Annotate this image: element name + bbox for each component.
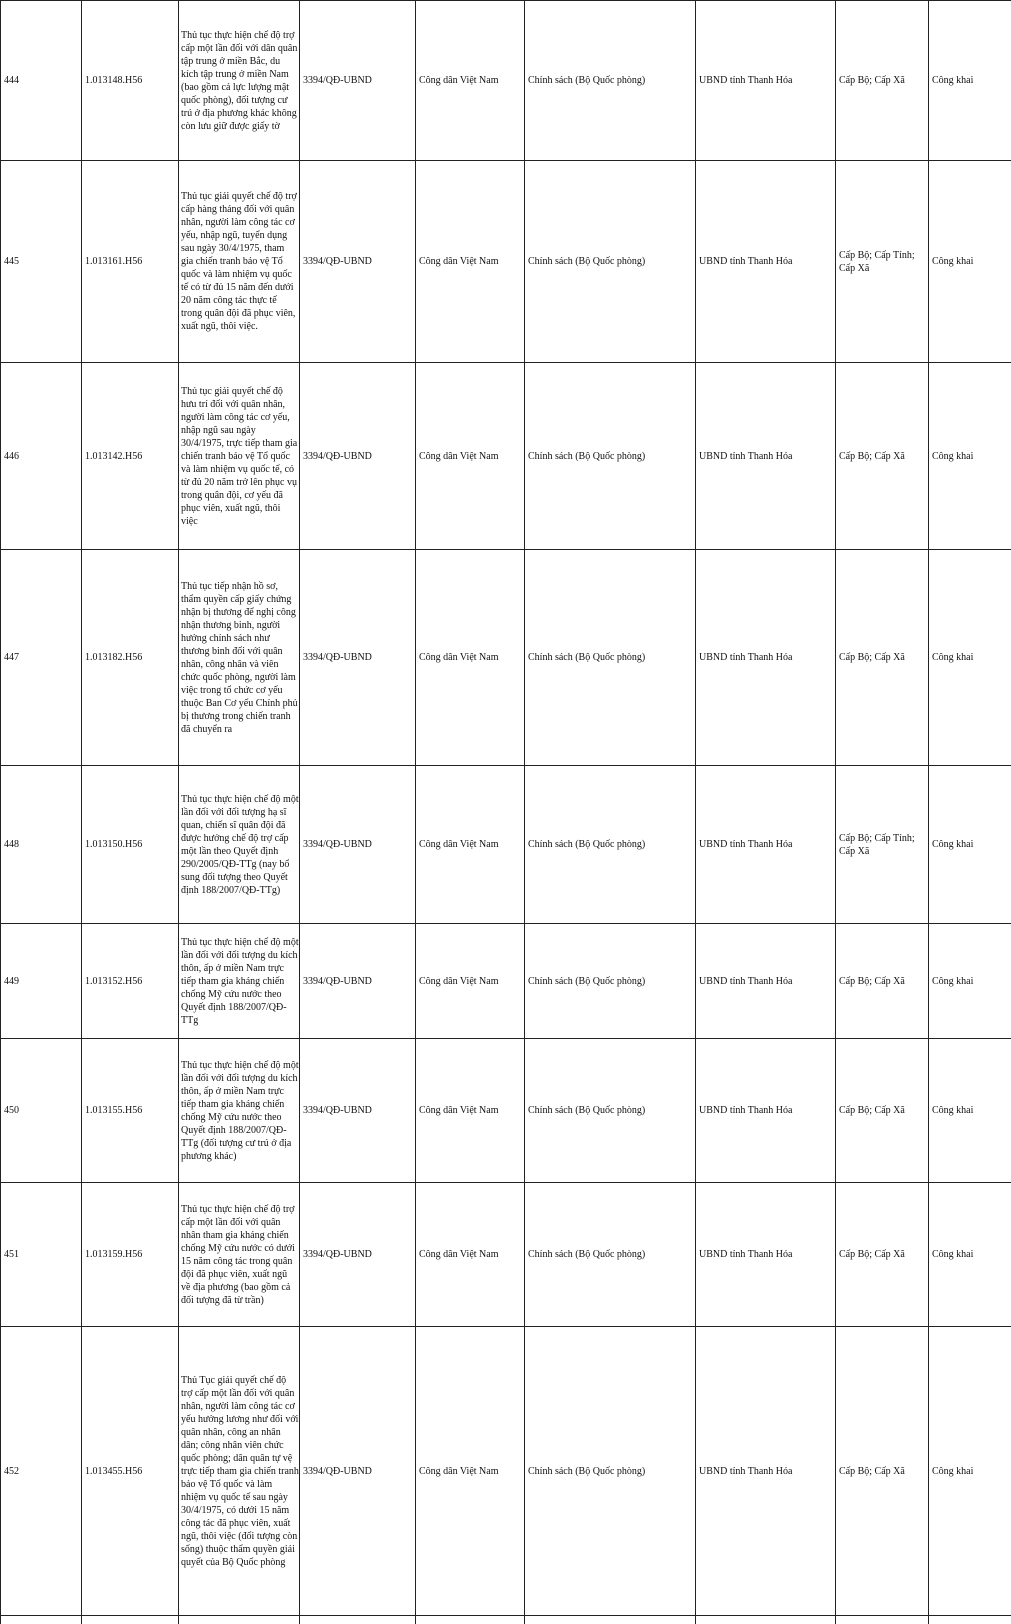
subject-cell: Công dân Việt Nam [416, 924, 525, 1039]
level-cell: Cấp Bộ; Cấp Tỉnh; Cấp Xã [836, 766, 929, 924]
status-cell: Công khai [929, 1, 1011, 161]
table-row [1, 363, 1011, 550]
subject-cell: Công dân Việt Nam [416, 161, 525, 363]
decision-number-cell: 3394/QĐ-UBND [300, 924, 416, 1039]
subject-cell: Công dân Việt Nam [416, 1183, 525, 1327]
decision-number-cell: 3394/QĐ-UBND [300, 766, 416, 924]
procedure-name-cell: Thủ tục thực hiện chế độ một lần đối với đối tượng du kích thôn, ấp ở miền Nam trực tiếp tham gia kháng chiến chống Mỹ cứu nước theo Quyết định 188/2007/QĐ-TTg (đối tượng cư trú ở địa phương khác) [179, 1039, 300, 1183]
field-cell: Chính sách (Bộ Quốc phòng) [525, 161, 696, 363]
field-cell: Chính sách (Bộ Quốc phòng) [525, 550, 696, 766]
procedure-name-cell: Thủ tục giải quyết chế độ hưu trí đối với quân nhân, người làm công tác cơ yếu, nhập ngũ sau ngày 30/4/1975, trực tiếp tham gia chiến tranh bảo vệ Tổ quốc và làm nhiệm vụ quốc tế, có từ đủ 20 năm trở lên phục vụ trong quân đội, cơ yếu đã phục viên, xuất ngũ, thôi việc [179, 363, 300, 550]
procedure-code-cell: 1.013150.H56 [82, 766, 179, 924]
procedure-code-cell: 1.013159.H56 [82, 1183, 179, 1327]
decision-number-cell: 3394/QĐ-UBND [300, 1039, 416, 1183]
empty-cell [416, 1616, 525, 1624]
decision-number-cell: 3394/QĐ-UBND [300, 550, 416, 766]
subject-cell: Công dân Việt Nam [416, 550, 525, 766]
procedure-code-cell: 1.013182.H56 [82, 550, 179, 766]
empty-cell [525, 1616, 696, 1624]
decision-number-cell: 3394/QĐ-UBND [300, 1183, 416, 1327]
subject-cell: Công dân Việt Nam [416, 1, 525, 161]
status-cell: Công khai [929, 1183, 1011, 1327]
procedure-name-cell: Thủ Tục giải quyết chế độ trợ cấp một lần đối với quân nhân, người làm công tác cơ yếu hưởng lương như đối với quân nhân, công an nhân dân; công nhân viên chức quốc phòng; dân quân tự vệ trực tiếp tham gia chiến tranh bảo vệ Tổ quốc và làm nhiệm vụ quốc tế sau ngày 30/4/1975, có dưới 15 năm công tác đã phục viên, xuất ngũ, thôi việc (đối tượng còn sống) thuộc thẩm quyền giải quyết của Bộ Quốc phòng [179, 1327, 300, 1616]
level-cell: Cấp Bộ; Cấp Xã [836, 1039, 929, 1183]
procedure-code-cell: 1.013155.H56 [82, 1039, 179, 1183]
subject-cell: Công dân Việt Nam [416, 363, 525, 550]
table-row [1, 1, 1011, 161]
table-row [1, 550, 1011, 766]
field-cell: Chính sách (Bộ Quốc phòng) [525, 363, 696, 550]
field-cell: Chính sách (Bộ Quốc phòng) [525, 1039, 696, 1183]
status-cell: Công khai [929, 924, 1011, 1039]
row-number-cell: 449 [1, 924, 82, 1039]
status-cell: Công khai [929, 550, 1011, 766]
level-cell: Cấp Bộ; Cấp Xã [836, 550, 929, 766]
decision-number-cell: 3394/QĐ-UBND [300, 363, 416, 550]
table-row [1, 1327, 1011, 1616]
row-number-cell: 448 [1, 766, 82, 924]
row-number-cell: 450 [1, 1039, 82, 1183]
level-cell: Cấp Bộ; Cấp Xã [836, 363, 929, 550]
empty-cell [82, 1616, 179, 1624]
decision-number-cell: 3394/QĐ-UBND [300, 1327, 416, 1616]
agency-cell: UBND tỉnh Thanh Hóa [696, 161, 836, 363]
subject-cell: Công dân Việt Nam [416, 1327, 525, 1616]
table-body [1, 1, 1011, 1624]
table-row-partial [1, 1616, 1011, 1624]
status-cell: Công khai [929, 1327, 1011, 1616]
procedure-name-cell: Thủ tục thực hiện chế độ trợ cấp một lần đối với dân quân tập trung ở miền Bắc, du kích tập trung ở miền Nam (bao gồm cả lực lượng mật quốc phòng), đối tượng cư trú ở địa phương khác không còn lưu giữ được giấy tờ [179, 1, 300, 161]
table-row [1, 766, 1011, 924]
empty-cell [1, 1616, 82, 1624]
field-cell: Chính sách (Bộ Quốc phòng) [525, 1183, 696, 1327]
procedure-code-cell: 1.013148.H56 [82, 1, 179, 161]
status-cell: Công khai [929, 363, 1011, 550]
decision-number-cell: 3394/QĐ-UBND [300, 1, 416, 161]
agency-cell: UBND tỉnh Thanh Hóa [696, 550, 836, 766]
procedure-name-cell: Thủ tục giải quyết chế độ trợ cấp hàng tháng đối với quân nhân, người làm công tác cơ yếu, nhập ngũ, tuyển dụng sau ngày 30/4/1975, tham gia chiến tranh bảo vệ Tổ quốc và làm nhiệm vụ quốc tế có từ đủ 15 năm đến dưới 20 năm công tác thực tế trong quân đội đã phục viên, xuất ngũ, thôi việc. [179, 161, 300, 363]
row-number-cell: 452 [1, 1327, 82, 1616]
status-cell: Công khai [929, 766, 1011, 924]
table-row [1, 924, 1011, 1039]
procedure-name-cell: Thủ tục thực hiện chế độ một lần đối với đối tượng du kích thôn, ấp ở miền Nam trực tiếp tham gia kháng chiến chống Mỹ cứu nước theo Quyết định 188/2007/QĐ-TTg [179, 924, 300, 1039]
agency-cell: UBND tỉnh Thanh Hóa [696, 924, 836, 1039]
procedure-code-cell: 1.013455.H56 [82, 1327, 179, 1616]
procedure-name-cell: Thủ tục thực hiện chế độ trợ cấp một lần đối với quân nhân tham gia kháng chiến chống Mỹ cứu nước có dưới 15 năm công tác trong quân đội đã phục viên, xuất ngũ về địa phương (bao gồm cả đối tượng đã từ trần) [179, 1183, 300, 1327]
row-number-cell: 451 [1, 1183, 82, 1327]
empty-cell [300, 1616, 416, 1624]
procedure-code-cell: 1.013142.H56 [82, 363, 179, 550]
subject-cell: Công dân Việt Nam [416, 1039, 525, 1183]
empty-cell [696, 1616, 836, 1624]
procedure-code-cell: 1.013152.H56 [82, 924, 179, 1039]
row-number-cell: 445 [1, 161, 82, 363]
agency-cell: UBND tỉnh Thanh Hóa [696, 363, 836, 550]
subject-cell: Công dân Việt Nam [416, 766, 525, 924]
decision-number-cell: 3394/QĐ-UBND [300, 161, 416, 363]
empty-cell [836, 1616, 929, 1624]
procedure-code-cell: 1.013161.H56 [82, 161, 179, 363]
level-cell: Cấp Bộ; Cấp Xã [836, 1183, 929, 1327]
table-row [1, 161, 1011, 363]
table-row [1, 1039, 1011, 1183]
field-cell: Chính sách (Bộ Quốc phòng) [525, 1, 696, 161]
level-cell: Cấp Bộ; Cấp Xã [836, 1327, 929, 1616]
procedure-name-cell: Thủ tục thực hiện chế độ một lần đối với đối tượng hạ sĩ quan, chiến sĩ quân đội đã được hưởng chế độ trợ cấp một lần theo Quyết định 290/2005/QĐ-TTg (nay bổ sung đối tượng theo Quyết định 188/2007/QĐ-TTg) [179, 766, 300, 924]
field-cell: Chính sách (Bộ Quốc phòng) [525, 924, 696, 1039]
agency-cell: UBND tỉnh Thanh Hóa [696, 1183, 836, 1327]
empty-cell [179, 1616, 300, 1624]
level-cell: Cấp Bộ; Cấp Xã [836, 924, 929, 1039]
agency-cell: UBND tỉnh Thanh Hóa [696, 1, 836, 161]
row-number-cell: 444 [1, 1, 82, 161]
row-number-cell: 447 [1, 550, 82, 766]
procedure-name-cell: Thủ tục tiếp nhận hồ sơ, thẩm quyền cấp giấy chứng nhận bị thương để nghị công nhận thương binh, người hưởng chính sách như thương binh đối với quân nhân, công nhân và viên chức quốc phòng, người làm việc trong tổ chức cơ yếu thuộc Ban Cơ yếu Chính phủ bị thương trong chiến tranh đã chuyển ra [179, 550, 300, 766]
agency-cell: UBND tỉnh Thanh Hóa [696, 766, 836, 924]
status-cell: Công khai [929, 1039, 1011, 1183]
field-cell: Chính sách (Bộ Quốc phòng) [525, 1327, 696, 1616]
agency-cell: UBND tỉnh Thanh Hóa [696, 1327, 836, 1616]
field-cell: Chính sách (Bộ Quốc phòng) [525, 766, 696, 924]
empty-cell [929, 1616, 1011, 1624]
level-cell: Cấp Bộ; Cấp Tỉnh; Cấp Xã [836, 161, 929, 363]
status-cell: Công khai [929, 161, 1011, 363]
level-cell: Cấp Bộ; Cấp Xã [836, 1, 929, 161]
table-row [1, 1183, 1011, 1327]
row-number-cell: 446 [1, 363, 82, 550]
agency-cell: UBND tỉnh Thanh Hóa [696, 1039, 836, 1183]
